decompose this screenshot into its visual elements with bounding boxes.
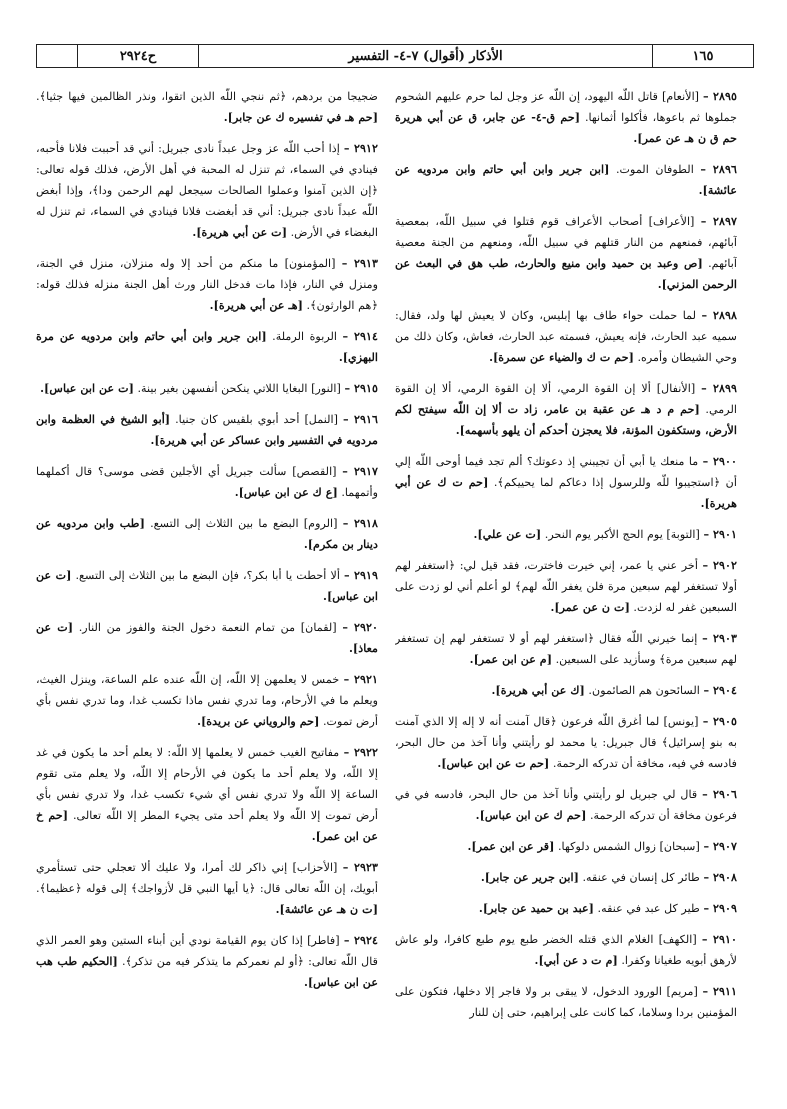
hadith-entry — [36, 378, 378, 399]
right-column — [395, 86, 737, 1096]
hadith-text: ألا أحطت يا أبا بكر؟، فإن البضع ما بين الثلاث إلى التسع. — [75, 569, 340, 582]
hadith-text: [النمل] أحد أبوي بلقيس كان جنيا. — [175, 413, 339, 426]
page-header — [36, 44, 754, 68]
hadith-source: [حم ت ك عن أبي هريرة]. — [395, 475, 737, 510]
hadith-source: [ت ن هـ عن عائشة]. — [275, 902, 378, 916]
hadith-text: [لقمان] من تمام النعمة دخول الجنة والفوز من النار. — [78, 621, 337, 634]
hadith-entry — [36, 461, 378, 503]
hadith-text: ضجيجا من بردهم، ﴿ثم ننجي اللّه الذين اتقوا، ونذر الظالمين فيها جثيا﴾. — [36, 90, 378, 103]
hadith-number: ٢٩١٧ – — [342, 464, 378, 478]
page-title: الأذكار (أقوال) ٧-٤- التفسير — [348, 48, 503, 64]
hadith-number: ٢٩٠٢ – — [702, 558, 737, 572]
hadith-number: ٢٩٠٥ – — [702, 714, 737, 728]
hadith-entry — [395, 378, 737, 441]
hadith-number: ٢٩٠٠ – — [702, 454, 737, 468]
hadith-source: [عبد بن حميد عن جابر]. — [478, 901, 594, 915]
hadith-text: خمس لا يعلمهن إلا اللّه، إن اللّه عنده علم الساعة، وينزل الغيث، ويعلم ما في الأرحام، وما تدري نفس ماذا تكسب غدا، وما تدري نفس بأي أرض تموت. — [36, 673, 378, 728]
hadith-number: ٢٩٠٣ – — [702, 631, 737, 645]
hadith-number: ٢٩٠٧ – — [703, 839, 737, 853]
hadith-text: [الأعراف] أصحاب الأعراف قوم قتلوا في سبيل اللّه، بمعصية آبائهم، فمنعهم من النار قتلهم في سبيل اللّه، ومنعهم من الجنة معصية آبائهم. — [395, 215, 737, 270]
hadith-entry — [36, 326, 378, 368]
hadith-number: ٢٩٠٦ – — [702, 787, 737, 801]
hadith-entry — [395, 929, 737, 971]
hadith-text: لما حملت حواء طاف بها إبليس، وكان لا يعيش لها ولد، فقال: سميه عبد الحارث، فإنه يعيش، فسمته عبد الحارث، فعاش، وكان ذلك من وحي الشيطان وأمره. — [395, 309, 737, 364]
hadith-number: ٢٨٩٦ – — [700, 162, 737, 176]
hadith-source: [حم ك عن ابن عباس]. — [475, 808, 587, 822]
hadith-source: [ك عن أبي هريرة]. — [491, 683, 585, 697]
hadith-source: [طب وابن مردويه عن دينار بن مكرم]. — [36, 516, 378, 551]
hadith-text: الطوفان الموت. — [615, 163, 694, 176]
hadith-entry — [36, 742, 378, 847]
hadith-entry — [395, 867, 737, 888]
hadith-text: [القصص] سألت جبريل أي الأجلين قضى موسى؟ قال أكملهما وأتمهما. — [36, 465, 378, 499]
hadith-source: [ع ك عن ابن عباس]. — [234, 485, 338, 499]
hadith-number: ٢٩٠٩ – — [703, 901, 737, 915]
hadith-source: [حم ت ك والضياء عن سمرة]. — [489, 350, 634, 364]
hadith-source: [حم خ عن ابن عمر]. — [36, 808, 378, 843]
hadith-source: [هـ عن أبي هريرة]. — [209, 298, 303, 312]
left-column — [36, 86, 378, 1096]
hadith-text: إنما خيرني اللّه فقال ﴿استغفر لهم أو لا تستغفر لهم إن تستغفر لهم سبعين مرة﴾ وسأزيد على السبعين. — [395, 632, 737, 666]
hadith-source: [م عن ابن عمر]. — [469, 652, 553, 666]
hadith-number: ٢٩٢٣ – — [342, 860, 378, 874]
hadith-entry — [395, 524, 737, 545]
hadith-number: ٢٨٩٩ – — [701, 381, 737, 395]
hadith-number: ٢٩٢٤ – — [343, 933, 378, 947]
hadith-source: [حم والروياني عن بريدة]. — [197, 714, 320, 728]
hadith-text: [النور] البغايا اللاتي ينكحن أنفسهن بغير بينة. — [137, 382, 341, 395]
hadith-entry — [395, 628, 737, 670]
hadith-number: ٢٩٢٢ – — [343, 745, 378, 759]
hadith-number: ٢٩١٦ – — [343, 412, 378, 426]
hadith-number: ٢٩١٤ – — [342, 329, 378, 343]
hadith-entry — [395, 451, 737, 514]
hadith-text: قال لي جبريل لو رأيتني وأنا آخذ من حال البحر، فادسه في في فرعون مخافة أن تدركه الرحمة. — [395, 788, 737, 822]
hadith-number: ٢٩١١ – — [702, 984, 737, 998]
hadith-number: ٢٨٩٨ – — [701, 308, 737, 322]
hadith-entry — [36, 565, 378, 607]
hadith-source: [ت عن أبي هريرة]. — [192, 225, 288, 239]
hadith-entry — [36, 930, 378, 993]
hadith-entry — [395, 86, 737, 149]
hadith-number: ٢٩١٣ – — [341, 256, 378, 270]
header-blank-cell — [37, 45, 78, 67]
hadith-source: [قر عن ابن عمر]. — [467, 839, 555, 853]
hadith-text: ما منعك يا أبي أن تجيبني إذ دعوتك؟ ألم تجد فيما أوحى اللّه إلي أن ﴿استجيبوا للّه وللرسول إذا دعاكم لما يحييكم﴾. — [395, 455, 737, 489]
hadith-number: ٢٨٩٧ – — [700, 214, 737, 228]
hadith-source: [ت ن عن عمر]. — [550, 600, 630, 614]
hadith-text: طائر كل إنسان في عنقه. — [582, 871, 700, 884]
hadith-entry — [395, 784, 737, 826]
hadith-text: [الأنفال] ألا إن القوة الرمي، ألا إن القوة الرمي، ألا إن القوة الرمي. — [395, 382, 737, 416]
hadith-source: [ص وعبد بن حميد وابن منيع والحارث، طب هق في البعث عن الرحمن المزني]. — [395, 256, 737, 291]
hadith-text: [التوبة] يوم الحج الأكبر يوم النحر. — [544, 528, 700, 541]
hadith-entry — [395, 711, 737, 774]
hadith-number: ٢٩٠٨ – — [703, 870, 737, 884]
hadith-entry — [36, 86, 378, 128]
hadith-number: ٢٩٢١ – — [343, 672, 378, 686]
hadith-text: مفاتيح الغيب خمس لا يعلمها إلا اللّه: لا يعلم أحد ما يكون في غد إلا اللّه، ولا يعلم أحد ما يكون في الأرحام إلا اللّه، ولا يعلم متى تقوم الساعة إلا اللّه ولا تدري نفس أي شيء تكسب غدا، ولا تدري نفس بأي أرض تموت إلا اللّه ولا يعلم أحد متى يجيء المطر إلا اللّه تعالى. — [36, 746, 378, 822]
hadith-text: [الكهف] الغلام الذي قتله الخضر طبع يوم طبع كافرا، ولو عاش لأرهق أبويه طغيانا وكفرا. — [395, 933, 737, 967]
hadith-entry — [395, 680, 737, 701]
hadith-number: ٢٩١٠ – — [701, 932, 737, 946]
hadith-number: ٢٩٢٠ – — [342, 620, 378, 634]
hadith-source: [ت عن ابن عباس]. — [40, 381, 134, 395]
hadith-number: ٢٩١٥ – — [344, 381, 378, 395]
hadith-text: [الأنعام] قاتل اللّه اليهود، إن اللّه عز وجل لما حرم عليهم الشحوم جملوها ثم باعوها، فأكلوا أثمانها. — [395, 90, 737, 124]
hadith-text: [مريم] الورود الدخول، لا يبقى بر ولا فاجر إلا دخلها، فتكون على المؤمنين بردا وسلاما، كما كانت على إبراهيم، حتى إن للنار — [395, 985, 737, 1019]
hadith-source: [ابن جرير وابن أبي حاتم وابن مردويه عن مرة البهزي]. — [36, 329, 378, 364]
hadith-source: [م ت د عن أبي]. — [534, 953, 618, 967]
hadith-entry — [36, 409, 378, 451]
hadith-entry — [395, 836, 737, 857]
hadith-text: طير كل عبد في عنقه. — [597, 902, 700, 915]
hadith-text: السائحون هم الصائمون. — [588, 684, 700, 697]
hadith-entry — [395, 305, 737, 368]
hadith-number: ٢٩١٨ – — [342, 516, 378, 530]
hadith-text: [الأحزاب] إني ذاكر لك أمرا، ولا عليك ألا تعجلي حتى تستأمري أبويك، إن اللّه تعالى قال: ﴿يا أيها النبي قل لأزواجك﴾ إلى قوله ﴿عظيما﴾. — [36, 861, 378, 895]
hadith-source: [ابن جرير وابن أبي حاتم وابن مردويه عن عائشة]. — [395, 162, 737, 197]
hadith-entry — [36, 617, 378, 659]
hadith-number: ٢٨٩٥ – — [703, 89, 737, 103]
hadith-text: [سبحان] زوال الشمس دلوكها. — [558, 840, 700, 853]
hadith-text: [الروم] البضع ما بين الثلاث إلى التسع. — [150, 517, 338, 530]
hadith-text: [فاطر] إذا كان يوم القيامة نودي أين أبناء الستين وهو العمر الذي قال اللّه تعالى: ﴿أو لم نعمركم ما يتذكر فيه من تذكر﴾. — [36, 934, 378, 968]
page-number: ١٦٥ — [652, 45, 753, 67]
hadith-entry — [36, 669, 378, 732]
hadith-text: إذا أحب اللّه عز وجل عبداً نادى جبريل: أني قد أحببت فلانا فأحبه، فينادي في السماء، ثم تنزل له المحبة في أهل الأرض، فذلك قوله تعالى: ﴿إن الذين آمنوا وعملوا الصالحات سيجعل لهم الرحمن ودا﴾، وإذا أبغض اللّه عبداً نادى جبريل: أني قد أبغضت فلانا فينادي في السماء، ثم تنزل له البغضاء في الأرض. — [36, 142, 378, 239]
hadith-entry — [395, 898, 737, 919]
hadith-entry — [36, 513, 378, 555]
hadith-entry — [36, 253, 378, 316]
hadith-number: ٢٩٠١ – — [703, 527, 737, 541]
hadith-source: [أبو الشيخ في العظمة وابن مردويه في التفسير وابن عساكر عن أبي هريرة]. — [36, 412, 378, 447]
hadith-text: [المؤمنون] ما منكم من أحد إلا وله منزلان، منزل في الجنة، ومنزل في النار، فإذا مات فدخل النار ورث أهل الجنة منزله فذلك قوله: ﴿هم الوارثون﴾. — [36, 257, 378, 312]
hadith-source: [ت عن علي]. — [473, 527, 542, 541]
hadith-text: الربوة الرملة. — [272, 330, 338, 343]
hadith-entry — [36, 138, 378, 243]
hadith-range-code: ح٢٩٢٤ — [78, 45, 199, 67]
hadith-number: ٢٩١٩ – — [343, 568, 378, 582]
hadith-entry — [395, 981, 737, 1023]
hadith-source: [الحكيم طب هب عن ابن عباس]. — [36, 954, 378, 989]
hadith-source: [ت عن ابن عباس]. — [36, 568, 378, 603]
hadith-entry — [395, 211, 737, 295]
hadith-entry — [36, 857, 378, 920]
hadith-text: أخر عني يا عمر، إني خيرت فاخترت، فقد قيل لي: ﴿استغفر لهم أولا تستغفر لهم سبعين مرة فلن يغفر اللّه لهم﴾ لو أعلم أني لو زدت على السبعين غفر له لزدت. — [395, 559, 737, 614]
hadith-source: [حم هـ في تفسيره ك عن جابر]. — [223, 110, 378, 124]
hadith-source: [ت عن معاذ]. — [36, 620, 378, 655]
hadith-number: ٢٩٠٤ – — [703, 683, 737, 697]
hadith-entry — [395, 159, 737, 201]
hadith-source: [حم ت عن ابن عباس]. — [437, 756, 550, 770]
hadith-source: [حم ق-٤- عن جابر، ق عن أبي هريرة حم ق ن هـ عن عمر]. — [395, 110, 737, 145]
hadith-source: [ابن جرير عن جابر]. — [480, 870, 579, 884]
hadith-number: ٢٩١٢ – — [343, 141, 378, 155]
hadith-text: [يونس] لما أغرق اللّه فرعون ﴿قال آمنت أنه لا إله إلا الذي آمنت به بنو إسرائيل﴾ قال جبريل: يا محمد لو رأيتني وأنا آخذ من حال البحر، فادسه في فيه، مخافة أن تدركه الرحمة. — [395, 715, 737, 770]
hadith-source: [حم م د هـ عن عقبة بن عامر، زاد ت ألا إن اللّه سيفتح لكم الأرض، وستكفون المؤنة، فلا يعجزن أحدكم أن يلهو بأسهمه]. — [395, 402, 737, 437]
hadith-entry — [395, 555, 737, 618]
